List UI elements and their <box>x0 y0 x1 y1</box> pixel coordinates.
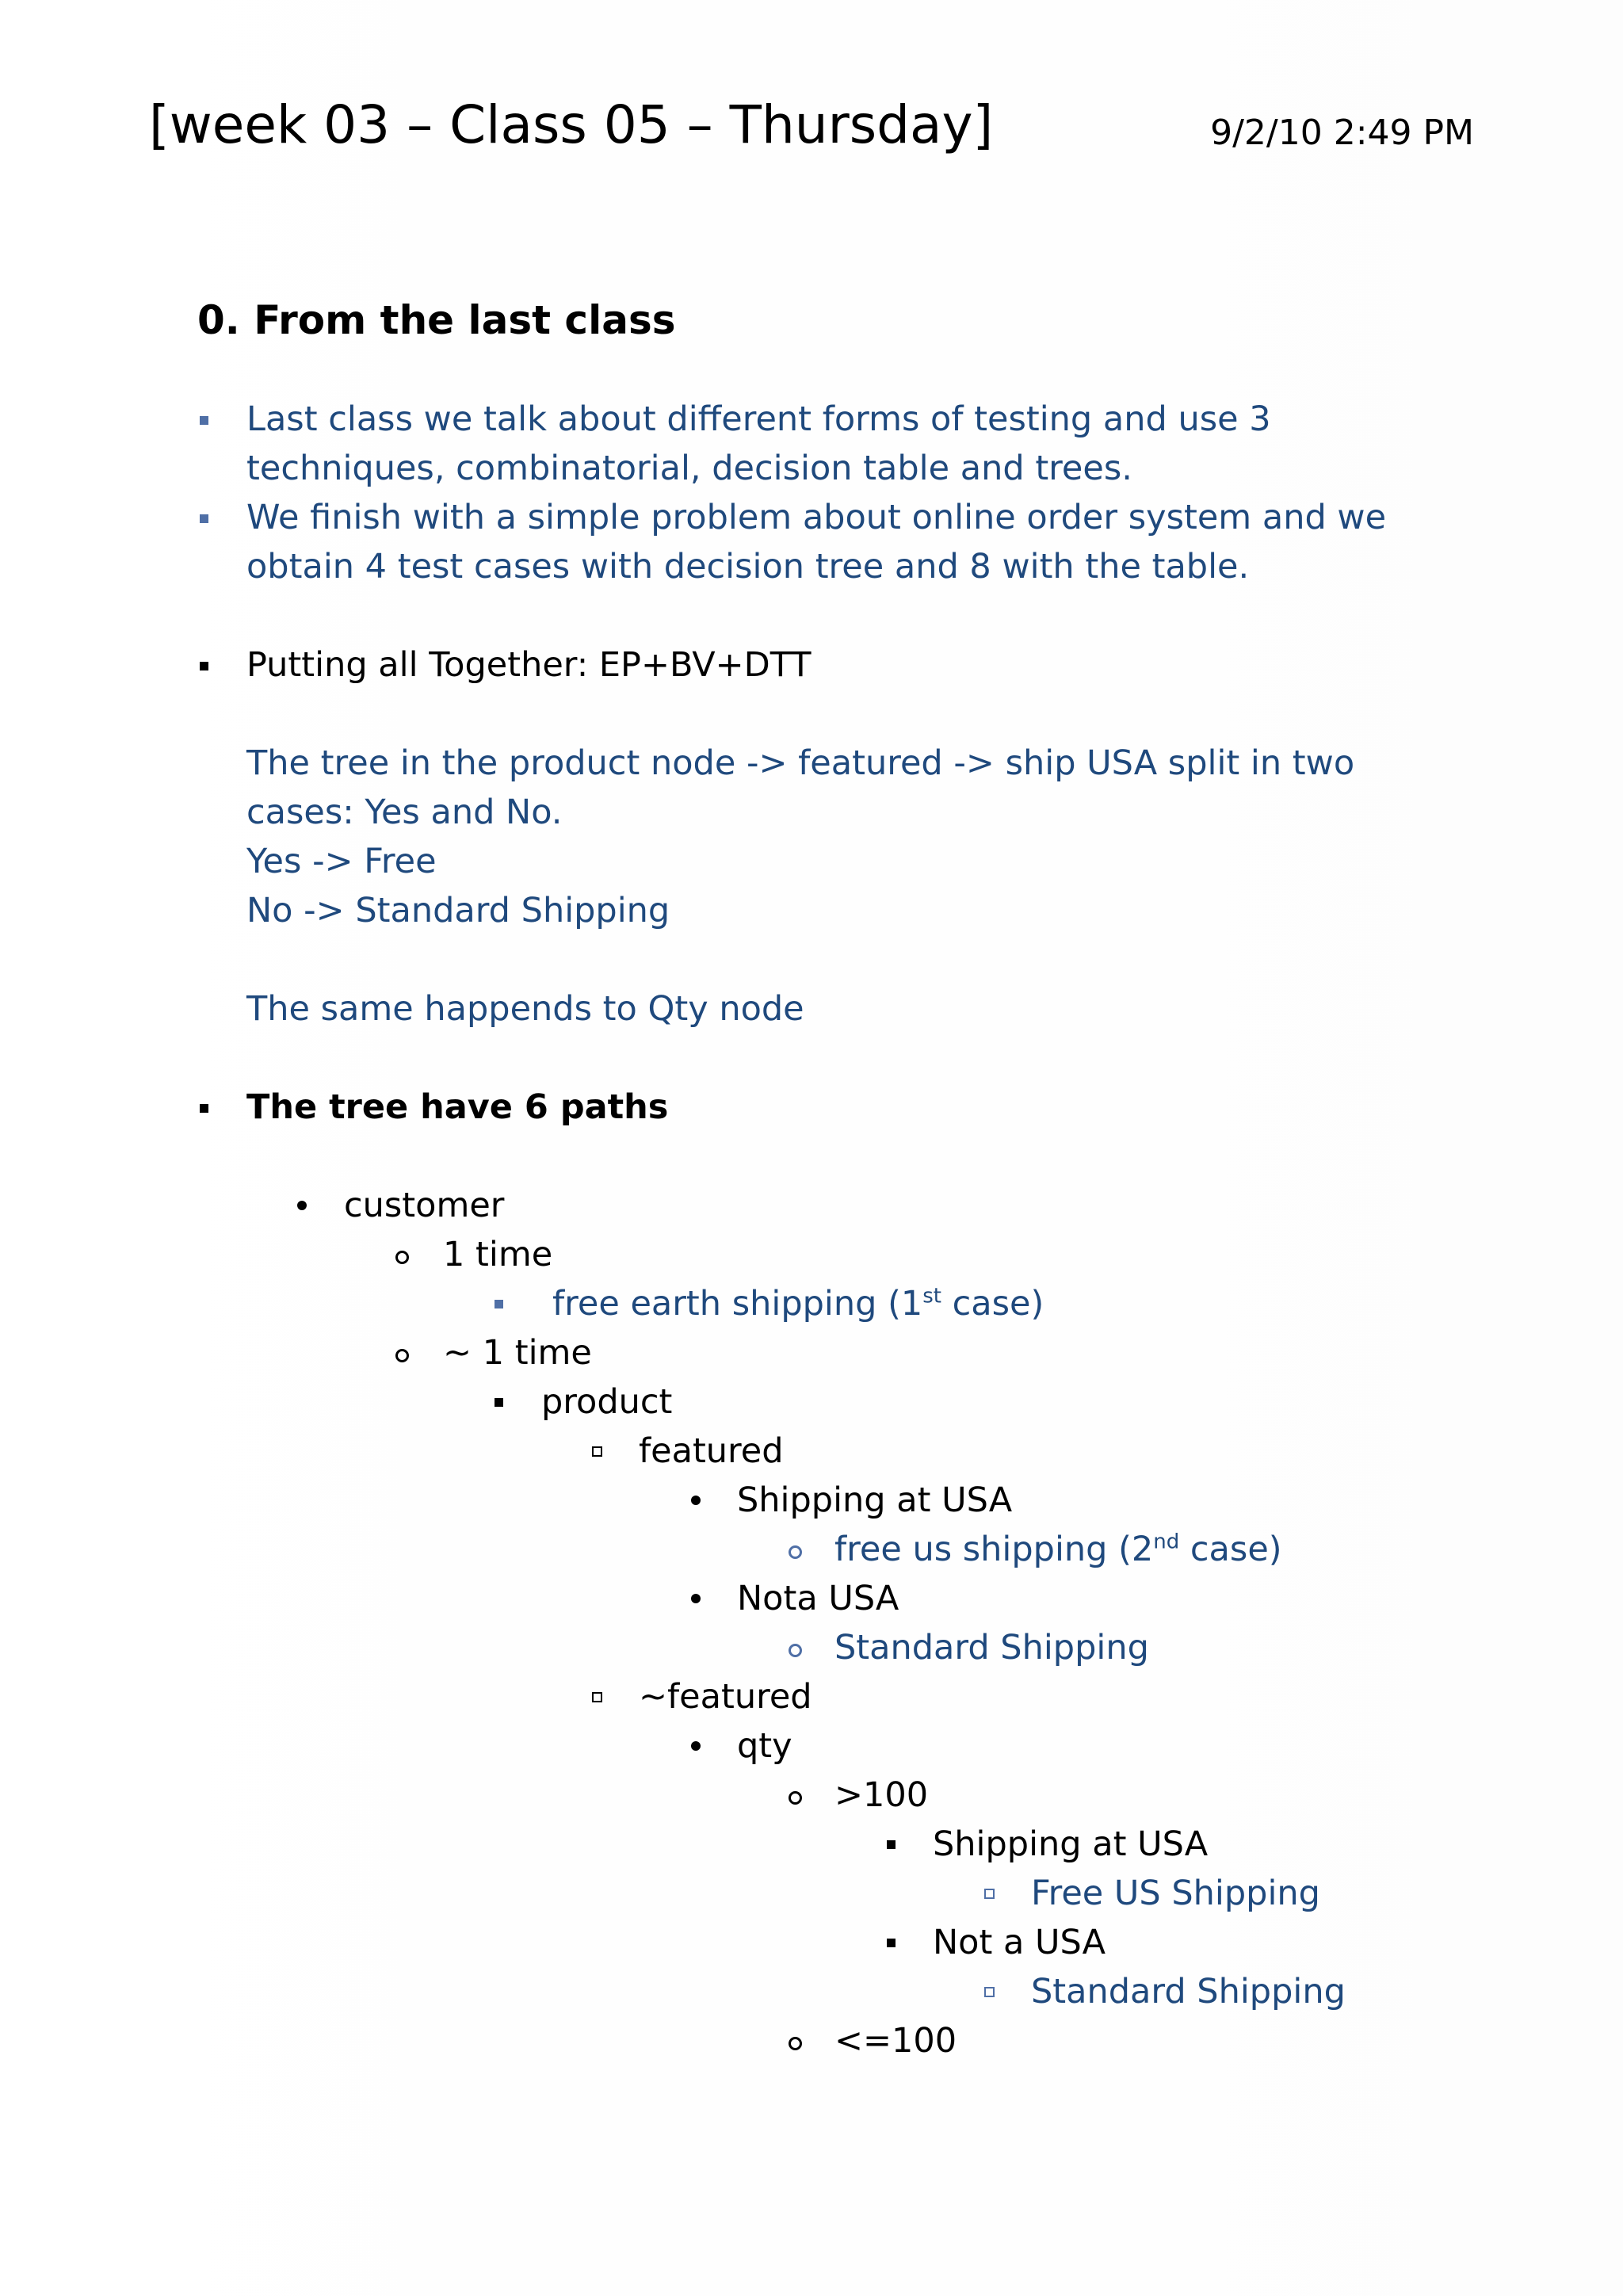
recap-item-1-line-2: techniques, combinatorial, decision table and trees. <box>246 449 1132 488</box>
page-title: [week 03 – Class 05 – Thursday] <box>149 94 994 155</box>
free-us-end: case) <box>1179 1530 1282 1569</box>
bullet-circle-icon <box>395 1251 409 1264</box>
tree-shipping-at-usa-2: Shipping at USA <box>933 1824 1209 1864</box>
bullet-square-icon <box>200 514 208 523</box>
section-heading: 0. From the last class <box>197 297 676 343</box>
yes-line: Yes -> Free <box>246 842 437 881</box>
tree-one-time: 1 time <box>443 1235 553 1274</box>
bullet-open-square-icon <box>592 1692 602 1702</box>
tree-featured: featured <box>639 1431 784 1471</box>
bullet-square-icon <box>887 1840 896 1849</box>
bullet-circle-icon <box>789 2037 802 2050</box>
bullet-circle-icon <box>789 1644 802 1657</box>
page-datetime: 9/2/10 2:49 PM <box>1210 113 1474 153</box>
tree-customer: customer <box>344 1186 505 1225</box>
bullet-open-square-icon <box>984 1987 995 1997</box>
bullet-circle-icon <box>789 1545 802 1559</box>
recap-item-1-line-1: Last class we talk about different forms of testing and use 3 <box>246 399 1271 439</box>
recap-item-2-line-1: We finish with a simple problem about online order system and we <box>246 498 1387 537</box>
tree-free-earth-shipping <box>552 1279 1044 1328</box>
free-earth-end: case) <box>941 1284 1044 1324</box>
putting-together-para-2: The same happends to Qty node <box>246 989 804 1029</box>
bullet-open-square-icon <box>592 1446 602 1457</box>
bullet-circle-icon <box>789 1791 802 1805</box>
bullet-dot-icon <box>691 1594 701 1603</box>
tree-not-one-time: ~ 1 time <box>443 1333 592 1373</box>
free-earth-sup: st <box>922 1284 941 1308</box>
putting-together-para-1-line-1: The tree in the product node -> featured -> ship USA split in two <box>246 743 1355 783</box>
bullet-circle-icon <box>395 1349 409 1362</box>
free-us-text: free us shipping (2 <box>834 1530 1154 1569</box>
bullet-square-icon <box>495 1300 503 1308</box>
tree-gt-100: >100 <box>834 1775 929 1815</box>
putting-together-label: Putting all Together: EP+BV+DTT <box>246 645 812 685</box>
tree-lte-100: <=100 <box>834 2021 957 2061</box>
tree-label: The tree have 6 paths <box>246 1087 669 1127</box>
recap-item-2-line-2: obtain 4 test cases with decision tree and 8 with the table. <box>246 547 1250 586</box>
free-earth-text: free earth shipping (1 <box>552 1284 923 1324</box>
bullet-square-icon <box>200 662 208 670</box>
tree-not-a-usa: Not a USA <box>933 1923 1106 1962</box>
bullet-square-icon <box>200 416 208 425</box>
bullet-dot-icon <box>297 1201 307 1210</box>
bullet-dot-icon <box>691 1496 701 1505</box>
bullet-dot-icon <box>691 1741 701 1751</box>
tree-qty: qty <box>737 1726 792 1766</box>
putting-together-para-1-line-2: cases: Yes and No. <box>246 793 563 832</box>
no-line: No -> Standard Shipping <box>246 891 670 930</box>
tree-standard-shipping-1: Standard Shipping <box>834 1628 1149 1668</box>
tree-nota-usa: Nota USA <box>737 1579 899 1618</box>
bullet-square-icon <box>200 1104 208 1113</box>
tree-not-featured: ~featured <box>639 1677 812 1717</box>
tree-standard-shipping-2: Standard Shipping <box>1031 1972 1346 2011</box>
bullet-square-icon <box>887 1939 896 1947</box>
bullet-open-square-icon <box>984 1889 995 1899</box>
tree-free-us-shipping <box>834 1525 1282 1574</box>
bullet-square-icon <box>495 1398 503 1407</box>
tree-free-us-shipping-2: Free US Shipping <box>1031 1874 1320 1913</box>
tree-shipping-at-usa-1: Shipping at USA <box>737 1480 1013 1520</box>
free-us-sup: nd <box>1153 1530 1180 1554</box>
tree-product: product <box>541 1382 673 1422</box>
